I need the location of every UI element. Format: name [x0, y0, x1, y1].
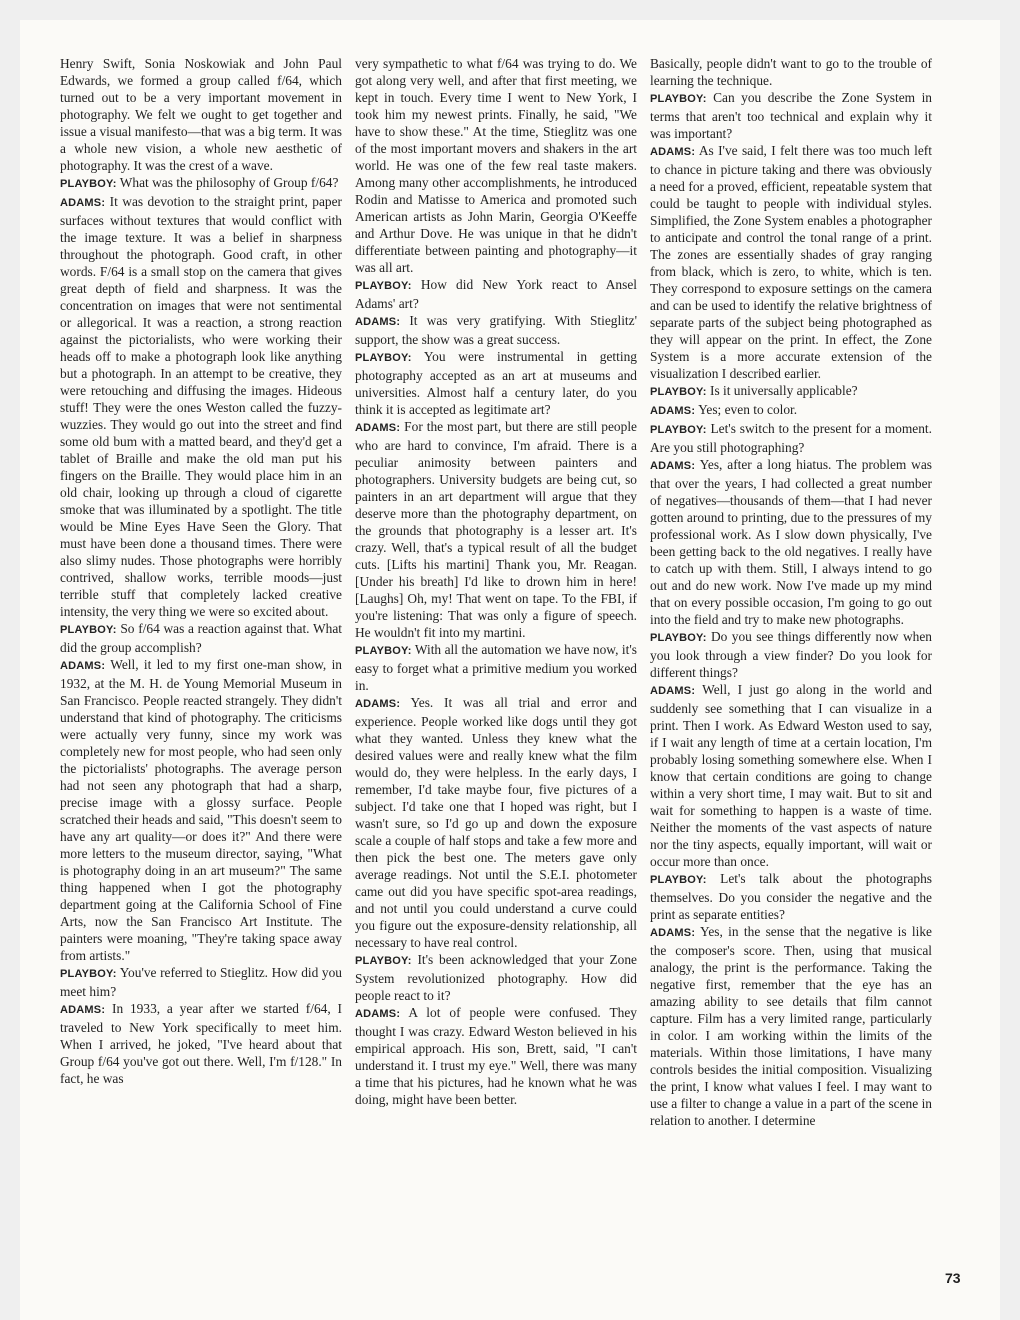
paragraph-text: Is it universally applicable?	[709, 383, 858, 398]
paragraph-text: Henry Swift, Sonia Noskowiak and John Paul Edwards, we formed a group called f/64, which turned out to be a very important movement in photography. We felt we ought to get together and issue a visual manifesto—that was a big term. It was a whole new vision, a whole new aesthetic of photography. It was the crest of a wave.	[60, 56, 342, 173]
paragraph-text: What was the philosophy of Group f/64?	[119, 175, 339, 190]
interview-paragraph	[650, 382, 932, 401]
speaker-label-adams: ADAMS:	[60, 197, 106, 209]
interview-paragraph	[650, 628, 932, 681]
interview-paragraph	[650, 923, 932, 1129]
paragraph-text: Yes, after a long hiatus. The problem was that over the years, I had collected a great number of negatives—thousands of them—that I had never gotten around to printing, due to the pressures of my professional work. As I slow down physically, I've been getting back to the old negatives. I really have to catch up with them. Still, I always intend to go out and do new work. Now I've made up my mind that on every possible occasion, I'm going to go out into the field and try to make new photographs.	[650, 457, 932, 627]
speaker-label-playboy: PLAYBOY:	[355, 280, 412, 292]
paragraph-text: A lot of people were confused. They thought I was crazy. Edward Weston believed in his empirical approach. His son, Brett, said, "I can't understand it. I trust my eye." Well, there was many a time that his pictures, had he known what he was doing, might have been better.	[355, 1005, 637, 1107]
speaker-label-adams: ADAMS:	[60, 1004, 106, 1016]
speaker-label-adams: ADAMS:	[355, 316, 401, 328]
speaker-label-adams: ADAMS:	[650, 146, 696, 158]
speaker-label-playboy: PLAYBOY:	[650, 424, 707, 436]
speaker-label-adams: ADAMS:	[650, 460, 696, 472]
interview-paragraph	[355, 641, 637, 694]
paragraph-text: In 1933, a year after we started f/64, I traveled to New York specifically to meet him. When I arrived, he joked, "I've heard about that Group f/64 you've got out there. Well, I'm f/128." In fact, he was	[60, 1001, 342, 1086]
speaker-label-adams: ADAMS:	[355, 1008, 401, 1020]
interview-paragraph	[650, 681, 932, 870]
magazine-page	[20, 20, 1000, 1320]
speaker-label-playboy: PLAYBOY:	[355, 645, 412, 657]
speaker-label-playboy: PLAYBOY:	[650, 632, 707, 644]
interview-paragraph	[355, 276, 637, 312]
paragraph-text: It was devotion to the straight print, paper surfaces without textures that would conflict with the image texture. It was a belief in sharpness throughout the photograph. Good craft, in other words. F/64 is a small stop on the camera that gives great depth of field and sharpness. It was the concentration on images that were not sentimental or allegorical. It was a reaction, a strong reaction against the pictorialists, who were working their heads off to make a photograph look like anything but a photograph. In an attempt to be creative, they were retouching and diffusing the images. Hideous stuff! They were the ones Weston called the fuzzy-wuzzies. They would go out into the street and find some old bum with a matted beard, and they'd get a tablet of Braille and make the old man put his fingers on the Braille. They would place him in an old chair, looking up through a cloud of cigarette smoke that was illuminated by a spotlight. The title would be Mine Eyes Have Seen the Glory. That must have been done a thousand times. There were also slimy nudes. Those photographs were horribly contrived, shallow works, terrible moods—just terrible stuff that completely lacked creative intensity, the very thing we were so excited about.	[60, 194, 342, 619]
speaker-label-adams: ADAMS:	[650, 927, 696, 939]
paragraph-text: So f/64 was a reaction against that. What did the group accomplish?	[60, 621, 342, 655]
speaker-label-playboy: PLAYBOY:	[650, 93, 707, 105]
paragraph-text: Can you describe the Zone System in terms that aren't too technical and explain why it was important?	[650, 90, 932, 141]
paragraph-text: It was very gratifying. With Stieglitz' support, the show was a great success.	[355, 313, 637, 347]
paragraph-text: With all the automation we have now, it's easy to forget what a primitive medium you worked in.	[355, 642, 637, 693]
paragraph-text: Yes. It was all trial and error and experience. People worked like dogs until they got what they wanted. Unless they knew what the desired values were and really knew what the film would do, they were helpless. In the early days, I remember, I'd take maybe four, five pictures of a subject. I'd take one that I hoped was right, but I wasn't sure, so I'd go up and down the exposure scale a couple of half stops and take a few more and then pick the best one. The meters gave only average readings. Not until the S.E.I. photometer came out did you have specific spot-area readings, and not until you could understand a curve could you figure out the exposure-density relationship, all necessary to have real control.	[355, 695, 637, 950]
interview-paragraph	[650, 89, 932, 142]
interview-paragraph	[60, 193, 342, 620]
speaker-label-playboy: PLAYBOY:	[60, 624, 117, 636]
interview-paragraph	[355, 348, 637, 418]
text-column-3	[650, 55, 932, 1129]
interview-paragraph	[60, 174, 342, 193]
speaker-label-adams: ADAMS:	[650, 405, 696, 417]
text-column-2	[355, 55, 637, 1108]
speaker-label-playboy: PLAYBOY:	[60, 968, 117, 980]
page-number: 73	[945, 1270, 961, 1286]
interview-paragraph	[60, 964, 342, 1000]
interview-paragraph	[355, 1004, 637, 1108]
paragraph-text: Well, I just go along in the world and suddenly see something that I can visualize in a print. Then I work. As Edward Weston used to say, if I wait any length of time at a certain location, I'm probably losing something somewhere else. When I know that certain conditions are going to change within a very short time, I may wait. But to sit and wait for something to happen is a waste of time. Neither the moments of the vast aspects of nature nor the tiny aspects, equally important, will wait or occur more than once.	[650, 682, 932, 869]
paragraph-text: Yes, in the sense that the negative is like the composer's score. Then, using that musical analogy, the print is the performance. Taking the negative first, remember that the eye has an amazing ability to see details that film cannot capture. Film has a very limited range, particularly in color. I am working within the limits of the materials. Within those limitations, I have many controls besides the initial composition. Visualizing the print, I know what values I feel. I may want to use a filter to change a value in a part of the scene in relation to another. I determine	[650, 924, 932, 1128]
interview-paragraph	[355, 418, 637, 641]
speaker-label-playboy: PLAYBOY:	[650, 874, 707, 886]
speaker-label-playboy: PLAYBOY:	[355, 955, 412, 967]
paragraph-text: As I've said, I felt there was too much left to chance in picture taking and there was obviously a need for a proved, efficient, repeatable system that could be taught to people with individual styles. Simplified, the Zone System enables a photographer to anticipate and control the tonal range of a print. The zones are essentially shades of gray ranging from black, which is zero, to white, which is ten. They correspond to exposure settings on the camera and can be used to identify the relative brightness of separate parts of the subject being photographed as they will appear on the print. In effect, the Zone System is a more accurate extension of the visualization I described earlier.	[650, 143, 932, 381]
paragraph-text: For the most part, but there are still people who are hard to convince, I'm afraid. There is a peculiar animosity between painters and photographers. University budgets are being cut, so painters in an art department will argue that they deserve more than the photography department, on the grounds that photography is a lesser art. It's crazy. Well, that's a typical result of all the budget cuts. [Lifts his martini] Thank you, Mr. Reagan. [Under his breath] I'd like to drown him in here! [Laughs] Oh, my! That went on tape. To the FBI, if you're listening: That was only a figure of speech. He wouldn't fit into my martini.	[355, 419, 637, 640]
speaker-label-playboy: PLAYBOY:	[355, 352, 412, 364]
paragraph-text: It's been acknowledged that your Zone System revolutionized photography. How did people react to it?	[355, 952, 637, 1003]
interview-paragraph	[60, 656, 342, 964]
paragraph-text: Yes; even to color.	[698, 402, 798, 417]
paragraph-text: You were instrumental in getting photography accepted as an art at museums and universities. Almost half a century later, do you think it is accepted as legitimate art?	[355, 349, 637, 417]
interview-paragraph	[650, 870, 932, 923]
paragraph-text: Basically, people didn't want to go to the trouble of learning the technique.	[650, 56, 932, 88]
interview-paragraph	[355, 951, 637, 1004]
interview-paragraph	[355, 694, 637, 951]
continued-paragraph	[650, 55, 932, 89]
paragraph-text: very sympathetic to what f/64 was trying to do. We got along very well, and after that first meeting, we kept in touch. Every time I went to New York, I took him my newest prints. Finally, he said, "We have to show these." At the time, Stieglitz was one of the most important movers and shakers in the art world. He was one of the few real taste makers. Among many other accomplishments, he introduced Rodin and Matisse to America and promoted such American artists as John Marin, Georgia O'Keeffe and Arthur Dove. He was unique in that he didn't differentiate between painting and photography—it was all art.	[355, 56, 637, 275]
interview-paragraph	[355, 312, 637, 348]
interview-paragraph	[650, 142, 932, 382]
paragraph-text: How did New York react to Ansel Adams' art?	[355, 277, 638, 311]
speaker-label-playboy: PLAYBOY:	[650, 386, 707, 398]
paragraph-text: Let's talk about the photographs themselves. Do you consider the negative and the print as separate entities?	[650, 871, 933, 922]
interview-paragraph	[650, 401, 932, 420]
continued-paragraph	[355, 55, 637, 276]
paragraph-text: Do you see things differently now when you look through a view finder? Do you look for different things?	[650, 629, 932, 680]
speaker-label-adams: ADAMS:	[650, 685, 696, 697]
interview-paragraph	[650, 456, 932, 628]
interview-paragraph	[60, 1000, 342, 1087]
interview-paragraph	[60, 620, 342, 656]
speaker-label-adams: ADAMS:	[355, 422, 401, 434]
speaker-label-adams: ADAMS:	[355, 698, 401, 710]
text-column-1	[60, 55, 342, 1087]
paragraph-text: Let's switch to the present for a moment. Are you still photographing?	[650, 421, 932, 455]
paragraph-text: You've referred to Stieglitz. How did you meet him?	[60, 965, 342, 999]
continued-paragraph	[60, 55, 342, 174]
speaker-label-adams: ADAMS:	[60, 660, 106, 672]
paragraph-text: Well, it led to my first one-man show, in 1932, at the M. H. de Young Memorial Museum in San Francisco. People reacted strangely. They didn't understand that kind of photography. The criticisms were actually very funny, since my work was completely new for most people, who had seen only the pictorialists' photographs. The average person had not seen any photograph that had a sharp, precise image with a glossy surface. People scratched their heads and said, "This doesn't seem to have any art quality—or does it?" And there were more letters to the museum director, saying, "What is photography doing in an art museum?" The same thing happened when I got the photography department going at the California School of Fine Arts, now the San Francisco Art Institute. The painters were moaning, "They're taking space away from artists."	[60, 657, 342, 963]
interview-paragraph	[650, 420, 932, 456]
speaker-label-playboy: PLAYBOY:	[60, 178, 117, 190]
